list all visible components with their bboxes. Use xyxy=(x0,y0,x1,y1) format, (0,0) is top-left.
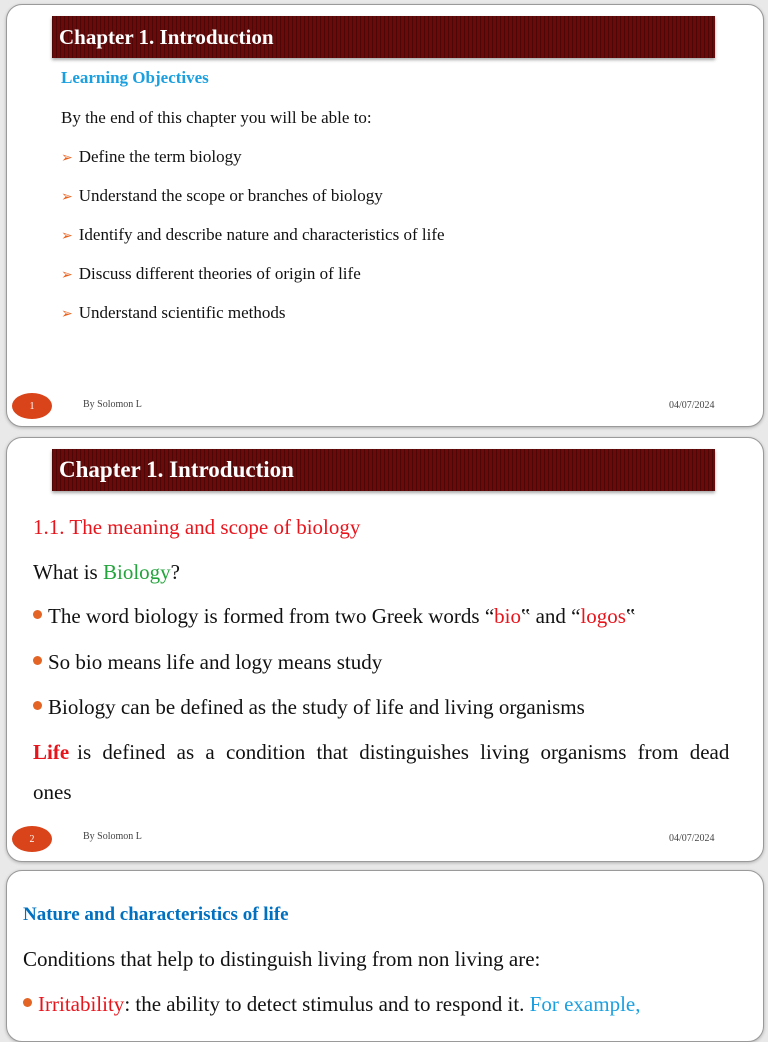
objective-item: ➢ Discuss different theories of origin of life xyxy=(61,264,361,283)
bullet-dot-icon xyxy=(33,656,42,665)
page-number-badge: 2 xyxy=(12,826,52,852)
question-line: What is Biology? xyxy=(33,560,180,584)
biology-term: Biology xyxy=(102,560,171,584)
section-heading: 1.1. The meaning and scope of biology xyxy=(33,515,361,539)
bio-term: bio xyxy=(494,604,521,628)
slide-1 xyxy=(6,4,764,427)
arrow-bullet-icon: ➢ xyxy=(61,190,73,205)
life-definition-text: is defined as a condition that distinguishes living organisms from dead xyxy=(77,740,730,764)
conditions-intro: Conditions that help to distinguish living from non living are: xyxy=(23,947,541,971)
slide-2 xyxy=(6,437,764,862)
logos-term: logos xyxy=(580,604,626,628)
life-term: Life xyxy=(33,740,70,764)
objective-item: ➢ Define the term biology xyxy=(61,147,242,166)
irritability-term: Irritability xyxy=(38,992,125,1016)
life-definition-cont: ones xyxy=(33,780,72,804)
author-footer: By Solomon L xyxy=(83,831,142,842)
life-definition xyxy=(33,740,738,765)
slide-title: Chapter 1. Introduction xyxy=(59,24,274,49)
bullet-item: Biology can be defined as the study of life and living organisms xyxy=(33,695,585,720)
bullet-item: So bio means life and logy means study xyxy=(33,650,382,675)
slide-3 xyxy=(6,870,764,1042)
objective-item: ➢ Understand scientific methods xyxy=(61,303,286,322)
bullet-dot-icon xyxy=(23,998,32,1007)
objective-item: ➢ Understand the scope or branches of biology xyxy=(61,186,383,205)
slide-title-banner xyxy=(52,16,715,58)
objective-item: ➢ Identify and describe nature and characteristics of life xyxy=(61,225,445,244)
page-number-badge: 1 xyxy=(12,393,52,419)
date-footer: 04/07/2024 xyxy=(669,400,715,411)
arrow-bullet-icon: ➢ xyxy=(61,229,73,244)
bullet-item: The word biology is formed from two Greek words “bio‟ and “logos‟ xyxy=(33,604,635,629)
arrow-bullet-icon: ➢ xyxy=(61,307,73,322)
arrow-bullet-icon: ➢ xyxy=(61,268,73,283)
arrow-bullet-icon: ➢ xyxy=(61,151,73,166)
bullet-dot-icon xyxy=(33,701,42,710)
slide-title-banner xyxy=(52,449,715,491)
bullet-dot-icon xyxy=(33,610,42,619)
objectives-intro: By the end of this chapter you will be able to: xyxy=(61,108,372,127)
date-footer: 04/07/2024 xyxy=(669,833,715,844)
slide-title: Chapter 1. Introduction xyxy=(59,457,294,482)
learning-objectives-heading: Learning Objectives xyxy=(61,68,209,87)
bullet-item: Irritability: the ability to detect stimulus and to respond it. For example, xyxy=(23,992,640,1017)
example-text: For example, xyxy=(529,992,641,1016)
characteristics-heading: Nature and characteristics of life xyxy=(23,904,289,925)
author-footer: By Solomon L xyxy=(83,399,142,410)
